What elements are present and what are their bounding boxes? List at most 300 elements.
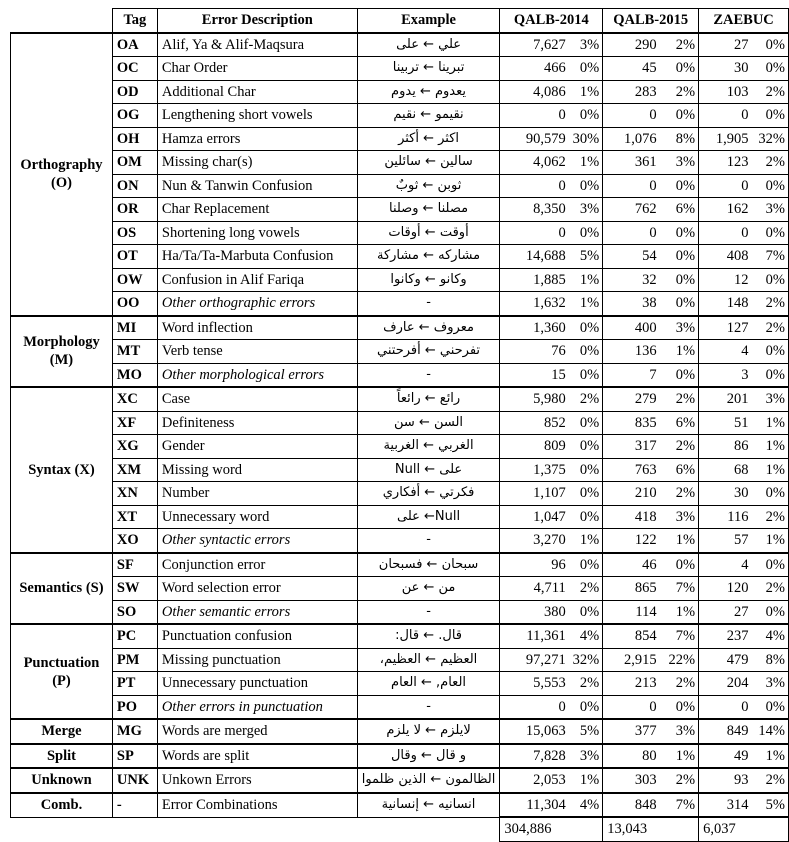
example-cell: سالين ← سائلين	[357, 151, 500, 175]
table-row	[11, 435, 789, 459]
description-cell: Lengthening short vowels	[157, 104, 357, 128]
table-row	[11, 174, 789, 198]
qalb-2015-count: 0	[603, 695, 659, 719]
zaebuc-percent: 8%	[750, 648, 788, 672]
qalb-2014-count: 90,579	[500, 127, 568, 151]
zaebuc-percent: 3%	[750, 198, 788, 222]
qalb-2014-count: 852	[500, 411, 568, 435]
qalb-2015-percent: 2%	[659, 435, 699, 459]
zaebuc-percent: 2%	[750, 292, 788, 316]
qalb-2014-count: 15,063	[500, 719, 568, 744]
zaebuc-count: 116	[699, 505, 751, 529]
qalb-2015-percent: 2%	[659, 80, 699, 104]
example-cell: الغربي ← الغربية	[357, 435, 500, 459]
zaebuc-percent: 3%	[750, 672, 788, 696]
tag-cell: OT	[112, 245, 157, 269]
qalb-2015-percent: 1%	[659, 600, 699, 624]
zaebuc-count: 314	[699, 793, 751, 818]
qalb-2014-count: 1,632	[500, 292, 568, 316]
example-cell: نقيمو ← نقيم	[357, 104, 500, 128]
example-cell: مصلنا ← وصلنا	[357, 198, 500, 222]
table-row	[11, 268, 789, 292]
table-row	[11, 411, 789, 435]
qalb-2014-percent: 2%	[568, 577, 603, 601]
table-row	[11, 529, 789, 553]
qalb-2015-count: 38	[603, 292, 659, 316]
tag-cell: XM	[112, 458, 157, 482]
tag-cell: OW	[112, 268, 157, 292]
example-cell: سبحان ← فسبحان	[357, 553, 500, 577]
qalb-2015-percent: 7%	[659, 793, 699, 818]
qalb-2015-percent: 7%	[659, 577, 699, 601]
qalb-2014-percent: 2%	[568, 672, 603, 696]
example-cell: Null← على	[357, 505, 500, 529]
zaebuc-count: 0	[699, 104, 751, 128]
total-qalb-2014: 304,886	[500, 817, 603, 841]
zaebuc-count: 849	[699, 719, 751, 744]
tag-cell: MT	[112, 340, 157, 364]
qalb-2015-percent: 6%	[659, 458, 699, 482]
zaebuc-percent: 1%	[750, 411, 788, 435]
zaebuc-percent: 1%	[750, 435, 788, 459]
qalb-2014-count: 809	[500, 435, 568, 459]
zaebuc-count: 123	[699, 151, 751, 175]
qalb-2015-count: 213	[603, 672, 659, 696]
description-cell: Word selection error	[157, 577, 357, 601]
qalb-2014-percent: 0%	[568, 57, 603, 81]
qalb-2014-count: 4,711	[500, 577, 568, 601]
example-cell: تبرينا ← تربينا	[357, 57, 500, 81]
totals-row	[11, 817, 789, 841]
tag-cell: MI	[112, 316, 157, 340]
description-cell: Other orthographic errors	[157, 292, 357, 316]
table-row	[11, 57, 789, 81]
qalb-2015-percent: 3%	[659, 505, 699, 529]
zaebuc-count: 57	[699, 529, 751, 553]
category-label: Split	[11, 744, 113, 769]
table-row	[11, 198, 789, 222]
example-cell: العظيم ← العظيم،	[357, 648, 500, 672]
zaebuc-percent: 0%	[750, 104, 788, 128]
description-cell: Char Order	[157, 57, 357, 81]
example-cell: يعدوم ← يدوم	[357, 80, 500, 104]
qalb-2015-percent: 0%	[659, 57, 699, 81]
qalb-2015-percent: 22%	[659, 648, 699, 672]
header-tag: Tag	[112, 9, 157, 33]
qalb-2015-count: 762	[603, 198, 659, 222]
qalb-2015-count: 32	[603, 268, 659, 292]
table-row	[11, 245, 789, 269]
qalb-2014-percent: 4%	[568, 624, 603, 648]
qalb-2015-percent: 1%	[659, 340, 699, 364]
qalb-2015-percent: 2%	[659, 768, 699, 793]
category-label: Punctuation (P)	[11, 624, 113, 719]
zaebuc-count: 103	[699, 80, 751, 104]
tag-cell: OR	[112, 198, 157, 222]
qalb-2015-percent: 0%	[659, 174, 699, 198]
zaebuc-percent: 2%	[750, 577, 788, 601]
zaebuc-count: 51	[699, 411, 751, 435]
totals-blank	[112, 817, 157, 841]
zaebuc-count: 120	[699, 577, 751, 601]
example-cell: تفرحني ← أفرحتني	[357, 340, 500, 364]
qalb-2014-percent: 0%	[568, 553, 603, 577]
description-cell: Number	[157, 482, 357, 506]
qalb-2014-count: 97,271	[500, 648, 568, 672]
description-cell: Words are merged	[157, 719, 357, 744]
description-cell: Nun & Tanwin Confusion	[157, 174, 357, 198]
qalb-2014-percent: 0%	[568, 600, 603, 624]
qalb-2014-percent: 1%	[568, 80, 603, 104]
tag-cell: SW	[112, 577, 157, 601]
qalb-2014-percent: 5%	[568, 245, 603, 269]
example-cell: انسانيه ← إنسانية	[357, 793, 500, 818]
qalb-2014-percent: 0%	[568, 482, 603, 506]
qalb-2014-percent: 3%	[568, 198, 603, 222]
qalb-2015-percent: 2%	[659, 482, 699, 506]
example-cell: و قال ← وقال	[357, 744, 500, 769]
qalb-2015-percent: 7%	[659, 624, 699, 648]
table-row	[11, 104, 789, 128]
qalb-2015-count: 290	[603, 33, 659, 57]
header-example: Example	[357, 9, 500, 33]
description-cell: Error Combinations	[157, 793, 357, 818]
zaebuc-percent: 0%	[750, 268, 788, 292]
zaebuc-count: 201	[699, 387, 751, 411]
qalb-2015-percent: 0%	[659, 221, 699, 245]
table-row	[11, 387, 789, 411]
qalb-2014-count: 1,047	[500, 505, 568, 529]
qalb-2015-count: 865	[603, 577, 659, 601]
qalb-2015-count: 122	[603, 529, 659, 553]
table-body	[11, 33, 789, 818]
category-label: Syntax (X)	[11, 387, 113, 553]
totals-blank	[357, 817, 500, 841]
qalb-2014-percent: 1%	[568, 268, 603, 292]
total-qalb-2015: 13,043	[603, 817, 699, 841]
tag-cell: -	[112, 793, 157, 818]
table-row	[11, 151, 789, 175]
qalb-2014-percent: 0%	[568, 340, 603, 364]
qalb-2014-percent: 0%	[568, 316, 603, 340]
table-row	[11, 577, 789, 601]
tag-cell: OS	[112, 221, 157, 245]
category-label: Merge	[11, 719, 113, 744]
qalb-2014-percent: 0%	[568, 458, 603, 482]
table-row	[11, 80, 789, 104]
header-error-description: Error Description	[157, 9, 357, 33]
table-row	[11, 744, 789, 769]
qalb-2015-percent: 0%	[659, 268, 699, 292]
tag-cell: ON	[112, 174, 157, 198]
error-taxonomy-table-container	[10, 8, 789, 842]
qalb-2014-count: 14,688	[500, 245, 568, 269]
header-blank-cell	[11, 9, 113, 33]
qalb-2015-percent: 2%	[659, 387, 699, 411]
qalb-2014-count: 5,553	[500, 672, 568, 696]
table-row	[11, 458, 789, 482]
zaebuc-count: 1,905	[699, 127, 751, 151]
zaebuc-count: 27	[699, 33, 751, 57]
description-cell: Other semantic errors	[157, 600, 357, 624]
tag-cell: PC	[112, 624, 157, 648]
tag-cell: SO	[112, 600, 157, 624]
description-cell: Unkown Errors	[157, 768, 357, 793]
zaebuc-count: 30	[699, 57, 751, 81]
header-qalb-2014: QALB-2014	[500, 9, 603, 33]
description-cell: Other errors in punctuation	[157, 695, 357, 719]
zaebuc-percent: 0%	[750, 221, 788, 245]
description-cell: Ha/Ta/Ta-Marbuta Confusion	[157, 245, 357, 269]
description-cell: Missing char(s)	[157, 151, 357, 175]
qalb-2015-count: 279	[603, 387, 659, 411]
description-cell: Alif, Ya & Alif-Maqsura	[157, 33, 357, 57]
qalb-2014-percent: 2%	[568, 387, 603, 411]
tag-cell: OG	[112, 104, 157, 128]
table-row	[11, 553, 789, 577]
zaebuc-count: 4	[699, 340, 751, 364]
qalb-2014-percent: 0%	[568, 411, 603, 435]
category-label: Semantics (S)	[11, 553, 113, 625]
zaebuc-count: 86	[699, 435, 751, 459]
description-cell: Other syntactic errors	[157, 529, 357, 553]
qalb-2015-count: 283	[603, 80, 659, 104]
zaebuc-percent: 2%	[750, 505, 788, 529]
qalb-2014-percent: 0%	[568, 104, 603, 128]
qalb-2014-count: 5,980	[500, 387, 568, 411]
qalb-2015-percent: 3%	[659, 316, 699, 340]
example-cell: وكانو ← وكانوا	[357, 268, 500, 292]
table-row	[11, 221, 789, 245]
tag-cell: XO	[112, 529, 157, 553]
qalb-2014-percent: 0%	[568, 363, 603, 387]
qalb-2014-count: 1,107	[500, 482, 568, 506]
qalb-2014-count: 7,627	[500, 33, 568, 57]
zaebuc-percent: 2%	[750, 316, 788, 340]
table-row	[11, 648, 789, 672]
description-cell: Definiteness	[157, 411, 357, 435]
description-cell: Conjunction error	[157, 553, 357, 577]
zaebuc-count: 30	[699, 482, 751, 506]
tag-cell: OA	[112, 33, 157, 57]
qalb-2014-percent: 1%	[568, 151, 603, 175]
qalb-2014-percent: 0%	[568, 695, 603, 719]
zaebuc-percent: 0%	[750, 695, 788, 719]
description-cell: Additional Char	[157, 80, 357, 104]
qalb-2015-percent: 0%	[659, 245, 699, 269]
table-row	[11, 793, 789, 818]
qalb-2014-percent: 32%	[568, 648, 603, 672]
zaebuc-percent: 3%	[750, 387, 788, 411]
total-zaebuc: 6,037	[699, 817, 789, 841]
tag-cell: PT	[112, 672, 157, 696]
qalb-2014-count: 1,360	[500, 316, 568, 340]
qalb-2015-count: 835	[603, 411, 659, 435]
example-cell: السن ← سن	[357, 411, 500, 435]
qalb-2014-count: 8,350	[500, 198, 568, 222]
qalb-2015-count: 848	[603, 793, 659, 818]
zaebuc-count: 49	[699, 744, 751, 769]
table-row	[11, 127, 789, 151]
table-row	[11, 695, 789, 719]
qalb-2015-count: 0	[603, 104, 659, 128]
example-cell: علي ← على	[357, 33, 500, 57]
tag-cell: MG	[112, 719, 157, 744]
table-row	[11, 600, 789, 624]
description-cell: Confusion in Alif Fariqa	[157, 268, 357, 292]
qalb-2015-percent: 3%	[659, 719, 699, 744]
qalb-2015-count: 763	[603, 458, 659, 482]
qalb-2015-percent: 0%	[659, 553, 699, 577]
table-row	[11, 768, 789, 793]
zaebuc-count: 479	[699, 648, 751, 672]
description-cell: Case	[157, 387, 357, 411]
description-cell: Gender	[157, 435, 357, 459]
example-cell: من ← عن	[357, 577, 500, 601]
qalb-2015-percent: 2%	[659, 672, 699, 696]
category-label: Unknown	[11, 768, 113, 793]
example-cell: -	[357, 600, 500, 624]
qalb-2014-count: 96	[500, 553, 568, 577]
description-cell: Word inflection	[157, 316, 357, 340]
description-cell: Shortening long vowels	[157, 221, 357, 245]
zaebuc-count: 93	[699, 768, 751, 793]
example-cell: مشاركه ← مشاركة	[357, 245, 500, 269]
tag-cell: XC	[112, 387, 157, 411]
qalb-2014-count: 4,062	[500, 151, 568, 175]
qalb-2015-count: 361	[603, 151, 659, 175]
zaebuc-percent: 0%	[750, 482, 788, 506]
qalb-2014-percent: 0%	[568, 435, 603, 459]
qalb-2014-count: 3,270	[500, 529, 568, 553]
qalb-2014-count: 76	[500, 340, 568, 364]
qalb-2015-count: 2,915	[603, 648, 659, 672]
zaebuc-count: 204	[699, 672, 751, 696]
zaebuc-percent: 1%	[750, 458, 788, 482]
example-cell: اكثر ← أكثر	[357, 127, 500, 151]
description-cell: Hamza errors	[157, 127, 357, 151]
qalb-2014-percent: 3%	[568, 744, 603, 769]
example-cell: ثوبن ← ثوبٌ	[357, 174, 500, 198]
tag-cell: XG	[112, 435, 157, 459]
zaebuc-percent: 0%	[750, 57, 788, 81]
table-row	[11, 672, 789, 696]
description-cell: Unnecessary word	[157, 505, 357, 529]
tag-cell: SF	[112, 553, 157, 577]
description-cell: Char Replacement	[157, 198, 357, 222]
example-cell: العام, ← العام	[357, 672, 500, 696]
qalb-2014-count: 15	[500, 363, 568, 387]
zaebuc-percent: 1%	[750, 529, 788, 553]
zaebuc-count: 237	[699, 624, 751, 648]
qalb-2015-percent: 3%	[659, 151, 699, 175]
qalb-2014-count: 466	[500, 57, 568, 81]
qalb-2014-percent: 3%	[568, 33, 603, 57]
qalb-2014-count: 0	[500, 221, 568, 245]
qalb-2015-count: 114	[603, 600, 659, 624]
qalb-2015-count: 1,076	[603, 127, 659, 151]
zaebuc-percent: 0%	[750, 600, 788, 624]
qalb-2014-count: 0	[500, 174, 568, 198]
qalb-2014-percent: 1%	[568, 768, 603, 793]
zaebuc-count: 408	[699, 245, 751, 269]
qalb-2015-count: 303	[603, 768, 659, 793]
example-cell: فكرتي ← أفكاري	[357, 482, 500, 506]
tag-cell: OD	[112, 80, 157, 104]
table-row	[11, 624, 789, 648]
qalb-2015-percent: 8%	[659, 127, 699, 151]
qalb-2015-count: 46	[603, 553, 659, 577]
example-cell: قال. ← قال:	[357, 624, 500, 648]
qalb-2015-count: 54	[603, 245, 659, 269]
qalb-2015-count: 0	[603, 174, 659, 198]
zaebuc-percent: 0%	[750, 553, 788, 577]
qalb-2015-count: 7	[603, 363, 659, 387]
zaebuc-count: 4	[699, 553, 751, 577]
header-row	[11, 9, 789, 33]
zaebuc-percent: 2%	[750, 768, 788, 793]
qalb-2015-percent: 1%	[659, 744, 699, 769]
tag-cell: OO	[112, 292, 157, 316]
qalb-2014-count: 2,053	[500, 768, 568, 793]
qalb-2015-percent: 0%	[659, 695, 699, 719]
qalb-2014-count: 7,828	[500, 744, 568, 769]
zaebuc-percent: 0%	[750, 33, 788, 57]
error-taxonomy-table	[10, 8, 789, 842]
example-cell: على ← Null	[357, 458, 500, 482]
example-cell: الظالمون ← الذين ظلموا	[357, 768, 500, 793]
qalb-2015-count: 418	[603, 505, 659, 529]
description-cell: Missing word	[157, 458, 357, 482]
qalb-2015-percent: 0%	[659, 104, 699, 128]
zaebuc-percent: 2%	[750, 151, 788, 175]
category-label: Orthography (O)	[11, 33, 113, 316]
qalb-2014-percent: 0%	[568, 174, 603, 198]
qalb-2014-count: 0	[500, 104, 568, 128]
qalb-2014-count: 380	[500, 600, 568, 624]
qalb-2014-percent: 4%	[568, 793, 603, 818]
qalb-2015-percent: 0%	[659, 363, 699, 387]
qalb-2014-count: 0	[500, 695, 568, 719]
zaebuc-percent: 0%	[750, 174, 788, 198]
tag-cell: OH	[112, 127, 157, 151]
example-cell: -	[357, 695, 500, 719]
qalb-2015-percent: 1%	[659, 529, 699, 553]
table-row	[11, 33, 789, 57]
example-cell: لايلزم ← لا يلزم	[357, 719, 500, 744]
qalb-2014-percent: 1%	[568, 529, 603, 553]
tag-cell: MO	[112, 363, 157, 387]
tag-cell: SP	[112, 744, 157, 769]
description-cell: Words are split	[157, 744, 357, 769]
zaebuc-percent: 4%	[750, 624, 788, 648]
tag-cell: XF	[112, 411, 157, 435]
description-cell: Unnecessary punctuation	[157, 672, 357, 696]
qalb-2014-count: 11,361	[500, 624, 568, 648]
zaebuc-count: 12	[699, 268, 751, 292]
category-label: Morphology (M)	[11, 316, 113, 388]
table-row	[11, 505, 789, 529]
tag-cell: PM	[112, 648, 157, 672]
example-cell: معروف ← عارف	[357, 316, 500, 340]
table-row	[11, 719, 789, 744]
qalb-2015-count: 854	[603, 624, 659, 648]
qalb-2015-percent: 6%	[659, 411, 699, 435]
tag-cell: OM	[112, 151, 157, 175]
zaebuc-count: 68	[699, 458, 751, 482]
zaebuc-count: 27	[699, 600, 751, 624]
table-row	[11, 340, 789, 364]
